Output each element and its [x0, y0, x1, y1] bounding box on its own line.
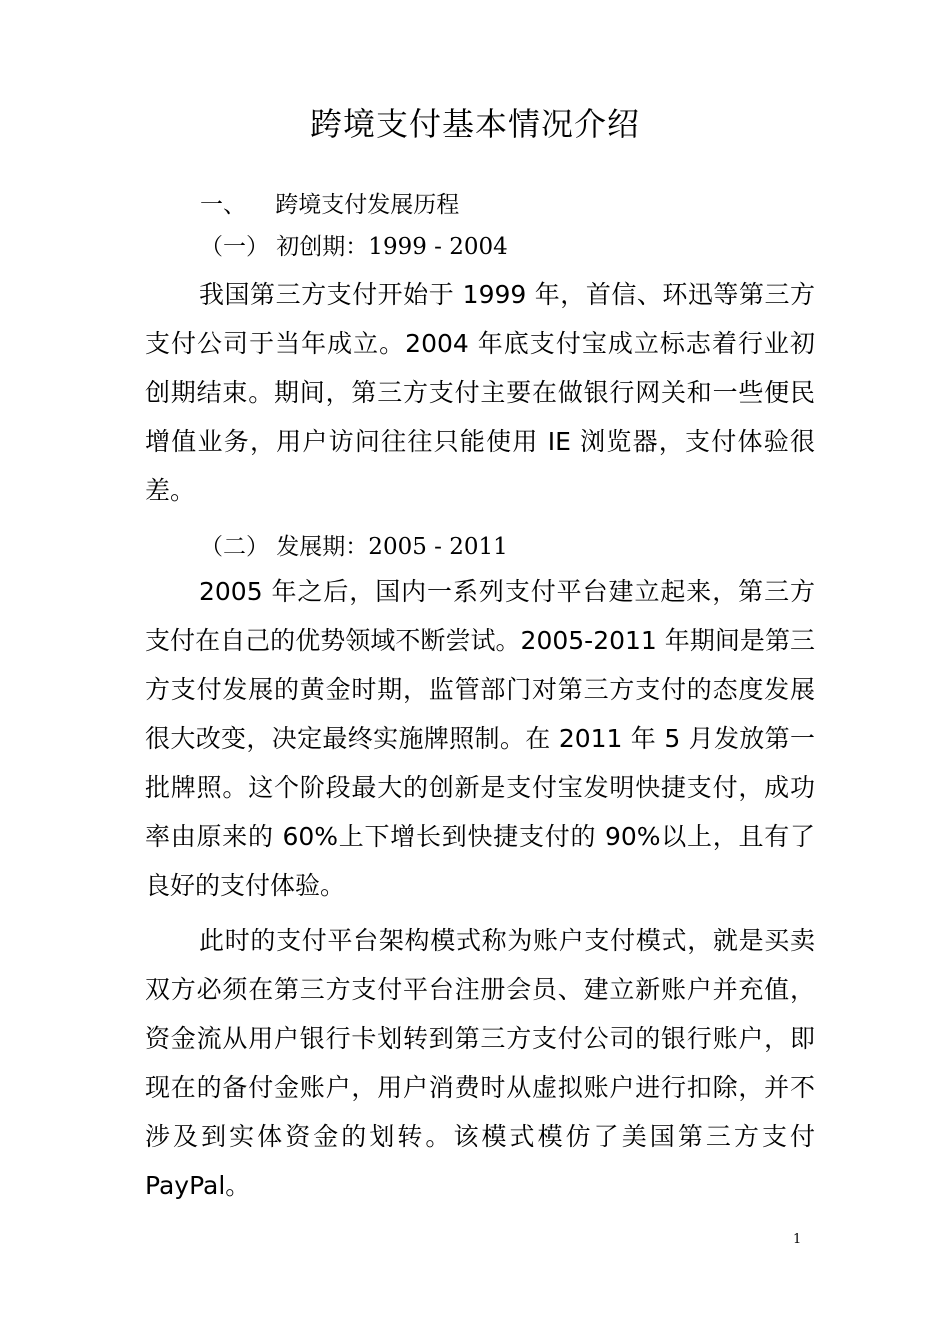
page-number: 1 — [793, 1232, 802, 1247]
paragraph-development-period: 2005 年之后，国内一系列支付平台建立起来，第三方支付在自己的优势领域不断尝试。2005-2011 年期间是第三方支付发展的黄金时期，监管部门对第三方支付的态度发展很大改变，决定最终实施牌照制。在 2011 年 5 月发放第一批牌照。这个阶段最大的创新是支付宝发明快捷支付，成功率由原来的 60%上下增长到快捷支付的 90%以上，且有了良好的支付体验。 — [145, 577, 815, 900]
paragraph-startup-period: 我国第三方支付开始于 1999 年，首信、环迅等第三方支付公司于当年成立。2004 年底支付宝成立标志着行业初创期结束。期间，第三方支付主要在做银行网关和一些便民增值业务，用户访问往往只能使用 IE 浏览器，支付体验很差。 — [145, 280, 815, 505]
paragraph-account-payment-model: 此时的支付平台架构模式称为账户支付模式，就是买卖双方必须在第三方支付平台注册会员、建立新账户并充值，资金流从用户银行卡划转到第三方支付公司的银行账户，即现在的备付金账户，用户消费时从虚拟账户进行扣除，并不涉及到实体资金的划转。该模式模仿了美国第三方支付 PayPal。 — [145, 926, 815, 1200]
subsection-heading-development: （二） 发展期：2005 - 2011 — [200, 534, 508, 560]
subsection-heading-startup: （一） 初创期：1999 - 2004 — [200, 234, 508, 260]
section-heading: 一、 跨境支付发展历程 — [200, 192, 460, 218]
document-title: 跨境支付基本情况介绍 — [309, 105, 640, 143]
